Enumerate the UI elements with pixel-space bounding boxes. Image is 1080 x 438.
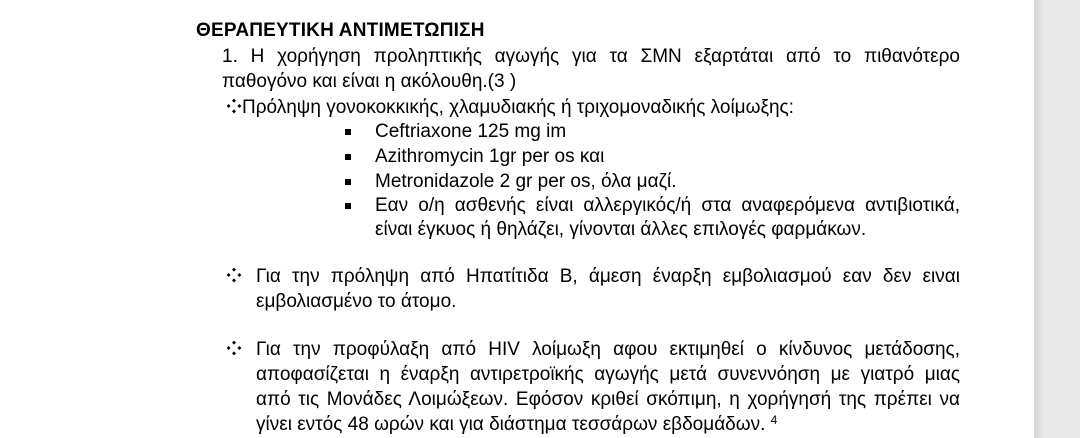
drug-list-text: Metronidazole 2 gr per os, όλα μαζί.: [375, 171, 677, 192]
bullet-line: εμβολιασμένο το άτομο.: [256, 291, 457, 312]
bullet-line: Για την προφύλαξη από HIV λοίμωξη αφου εκτιμηθεί ο κίνδυνος μετάδοσης,: [256, 339, 960, 360]
numbered-paragraph-line-2: παθογόνο και είναι η ακόλουθη.(3 ): [222, 71, 517, 92]
bullet-text: Πρόληψη γονοκοκκικής, χλαμυδιακής ή τριχομοναδικής λοίμωξης:: [242, 97, 794, 118]
square-bullet-icon: [345, 154, 351, 160]
diamond-bullet-icon: [226, 98, 242, 114]
drug-list-text: Azithromycin 1gr per os και: [375, 146, 605, 167]
diamond-bullet-icon: [226, 340, 242, 356]
bullet-line-last: [256, 412, 960, 437]
square-bullet-icon: [345, 203, 351, 209]
drug-list-text: είναι έγκυος ή θηλάζει, γίνονται άλλες επιλογές φαρμάκων.: [375, 219, 867, 240]
square-bullet-icon: [345, 129, 351, 135]
bullet-line: αποφασίζεται η έναρξη αντιρετροϊκής αγωγής μετά συνεννόηση με γιατρό μιας: [256, 364, 960, 385]
page-edge-shadow: [1034, 0, 1046, 438]
diamond-bullet-icon: [226, 267, 242, 283]
drug-list-text: Ceftriaxone 125 mg im: [375, 121, 567, 142]
bullet-text: [256, 264, 960, 314]
numbered-paragraph: [222, 44, 960, 94]
bullet-line: γίνει εντός 48 ωρών και για διάστημα τεσσάρων εβδομάδων.: [256, 414, 766, 435]
bullet-text: [256, 337, 960, 437]
drug-list-text: Εαν ο/η ασθενής είναι αλλεργικός/ή στα αναφερόμενα αντιβιοτικά,: [375, 195, 960, 216]
bullet-line: Για την πρόληψη από Ηπατίτιδα Β, άμεση έναρξη εμβολιασμού εαν δεν ειναι: [256, 266, 960, 287]
bullet-line: από τις Μονάδες Λοιμώξεων. Εφόσον κριθεί σκόπιμη, η χορήγησή της πρέπει να: [256, 389, 960, 410]
section-heading: ΘΕΡΑΠΕΥΤΙΚΗ ΑΝΤΙΜΕΤΩΠΙΣΗ: [196, 20, 485, 41]
square-bullet-icon: [345, 179, 351, 185]
numbered-paragraph-line-1: 1. Η χορήγηση προληπτικής αγωγής για τα ΣΜΝ εξαρτάται από το πιθανότερο: [222, 46, 960, 67]
footnote-reference: 4: [770, 413, 778, 427]
